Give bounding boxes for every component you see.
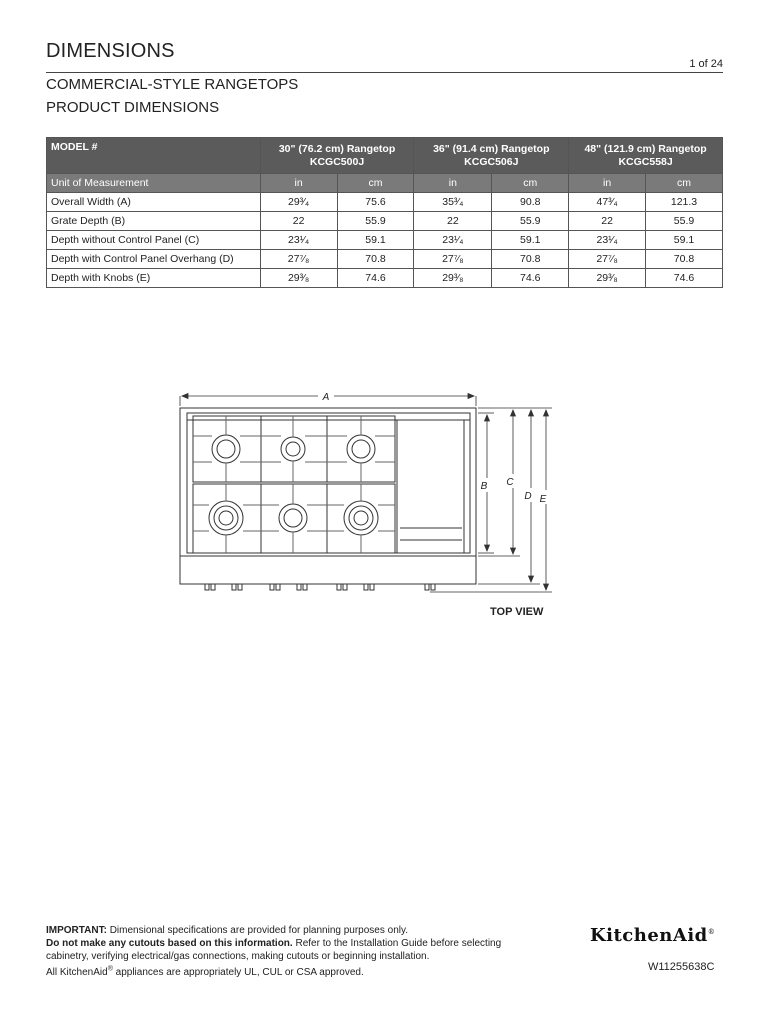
- table-cell: 55.9: [492, 212, 569, 231]
- important-text: Dimensional specifications are provided for planning purposes only.: [106, 925, 409, 936]
- diagram-caption: TOP VIEW: [490, 606, 544, 618]
- table-cell: 55.9: [337, 212, 414, 231]
- table-cell: 59.1: [646, 231, 723, 250]
- model-size: 36" (91.4 cm) Rangetop: [433, 142, 550, 155]
- table-cell: 70.8: [492, 250, 569, 269]
- section-subtitle: PRODUCT DIMENSIONS: [46, 99, 220, 116]
- label-c: C: [506, 477, 514, 488]
- page-title: DIMENSIONS: [46, 40, 175, 62]
- row-label: Depth without Control Panel (C): [47, 231, 261, 250]
- page-number: 1 of 24: [689, 58, 723, 70]
- approval-post: appliances are appropriately UL, CUL or CSA approved.: [112, 967, 364, 979]
- burner-grate: [261, 484, 327, 553]
- approval-pre: All KitchenAid: [46, 967, 108, 979]
- model-size: 30" (76.2 cm) Rangetop: [278, 142, 396, 155]
- table-cell: 29³⁄₈: [569, 269, 646, 288]
- logo-text: KitchenAid: [590, 925, 708, 946]
- row-label: Depth with Control Panel Overhang (D): [47, 250, 261, 269]
- table-cell: 27⁷⁄₈: [260, 250, 337, 269]
- unit-cell: cm: [337, 174, 414, 193]
- unit-cell: cm: [492, 174, 569, 193]
- burner-grate: [193, 484, 261, 553]
- model-code: KCGC558J: [618, 155, 673, 168]
- unit-cell: in: [260, 174, 337, 193]
- burner-grate: [193, 416, 261, 482]
- table-cell: 74.6: [492, 269, 569, 288]
- table-cell: 75.6: [337, 193, 414, 212]
- griddle: [397, 420, 464, 553]
- footer-notes: [46, 924, 506, 979]
- table-cell: 55.9: [646, 212, 723, 231]
- table-cell: 22: [569, 212, 646, 231]
- table-cell: 90.8: [492, 193, 569, 212]
- table-cell: 59.1: [337, 231, 414, 250]
- burner-grate: [261, 416, 327, 482]
- label-e: E: [539, 494, 547, 505]
- model-size: 48" (121.9 cm) Rangetop: [584, 142, 707, 155]
- table-cell: 23¹⁄₄: [569, 231, 646, 250]
- label-d: D: [524, 491, 532, 502]
- unit-label: Unit of Measurement: [47, 174, 261, 193]
- table-cell: 29³⁄₈: [260, 269, 337, 288]
- rangetop-outline: [180, 408, 476, 584]
- table-cell: 74.6: [646, 269, 723, 288]
- registered-mark: ®: [107, 966, 113, 973]
- label-a: A: [322, 392, 330, 403]
- table-cell: 23¹⁄₄: [260, 231, 337, 250]
- table-cell: 70.8: [646, 250, 723, 269]
- table-cell: 29³⁄₈: [414, 269, 492, 288]
- table-cell: 27⁷⁄₈: [414, 250, 492, 269]
- table-cell: 23¹⁄₄: [414, 231, 492, 250]
- cooktop-area: [187, 413, 470, 553]
- table-cell: 59.1: [492, 231, 569, 250]
- row-label: Depth with Knobs (E): [47, 269, 261, 288]
- document-code: W11255638C: [648, 961, 715, 973]
- row-label: Overall Width (A): [47, 193, 261, 212]
- table-cell: 29³⁄₄: [260, 193, 337, 212]
- table-cell: 35³⁄₄: [414, 193, 492, 212]
- table-cell: 74.6: [337, 269, 414, 288]
- warning-label: Do not make any cutouts based on this information.: [46, 938, 293, 949]
- unit-cell: in: [414, 174, 492, 193]
- section-title: COMMERCIAL-STYLE RANGETOPS: [46, 76, 299, 93]
- approval-text: [46, 967, 364, 978]
- model-code: KCGC500J: [309, 155, 365, 168]
- model-code: KCGC506J: [464, 155, 519, 168]
- table-cell: 70.8: [337, 250, 414, 269]
- table-cell: 22: [260, 212, 337, 231]
- table-cell: 22: [414, 212, 492, 231]
- table-cell: 47³⁄₄: [569, 193, 646, 212]
- table-cell: 27⁷⁄₈: [569, 250, 646, 269]
- control-knobs: [205, 584, 435, 590]
- logo-mark: ®: [707, 928, 716, 936]
- row-label: Grate Depth (B): [47, 212, 261, 231]
- unit-cell: in: [569, 174, 646, 193]
- important-label: IMPORTANT:: [46, 925, 107, 936]
- unit-cell: cm: [646, 174, 723, 193]
- warning-text: Refer to the Installation Guide before selecting cabinetry, verifying electrical/gas connections, making cutouts or beginning installation.: [46, 938, 502, 962]
- model-header: MODEL #: [47, 138, 261, 174]
- label-b: B: [480, 481, 488, 492]
- table-cell: 121.3: [646, 193, 723, 212]
- kitchenaid-logo: [590, 925, 715, 946]
